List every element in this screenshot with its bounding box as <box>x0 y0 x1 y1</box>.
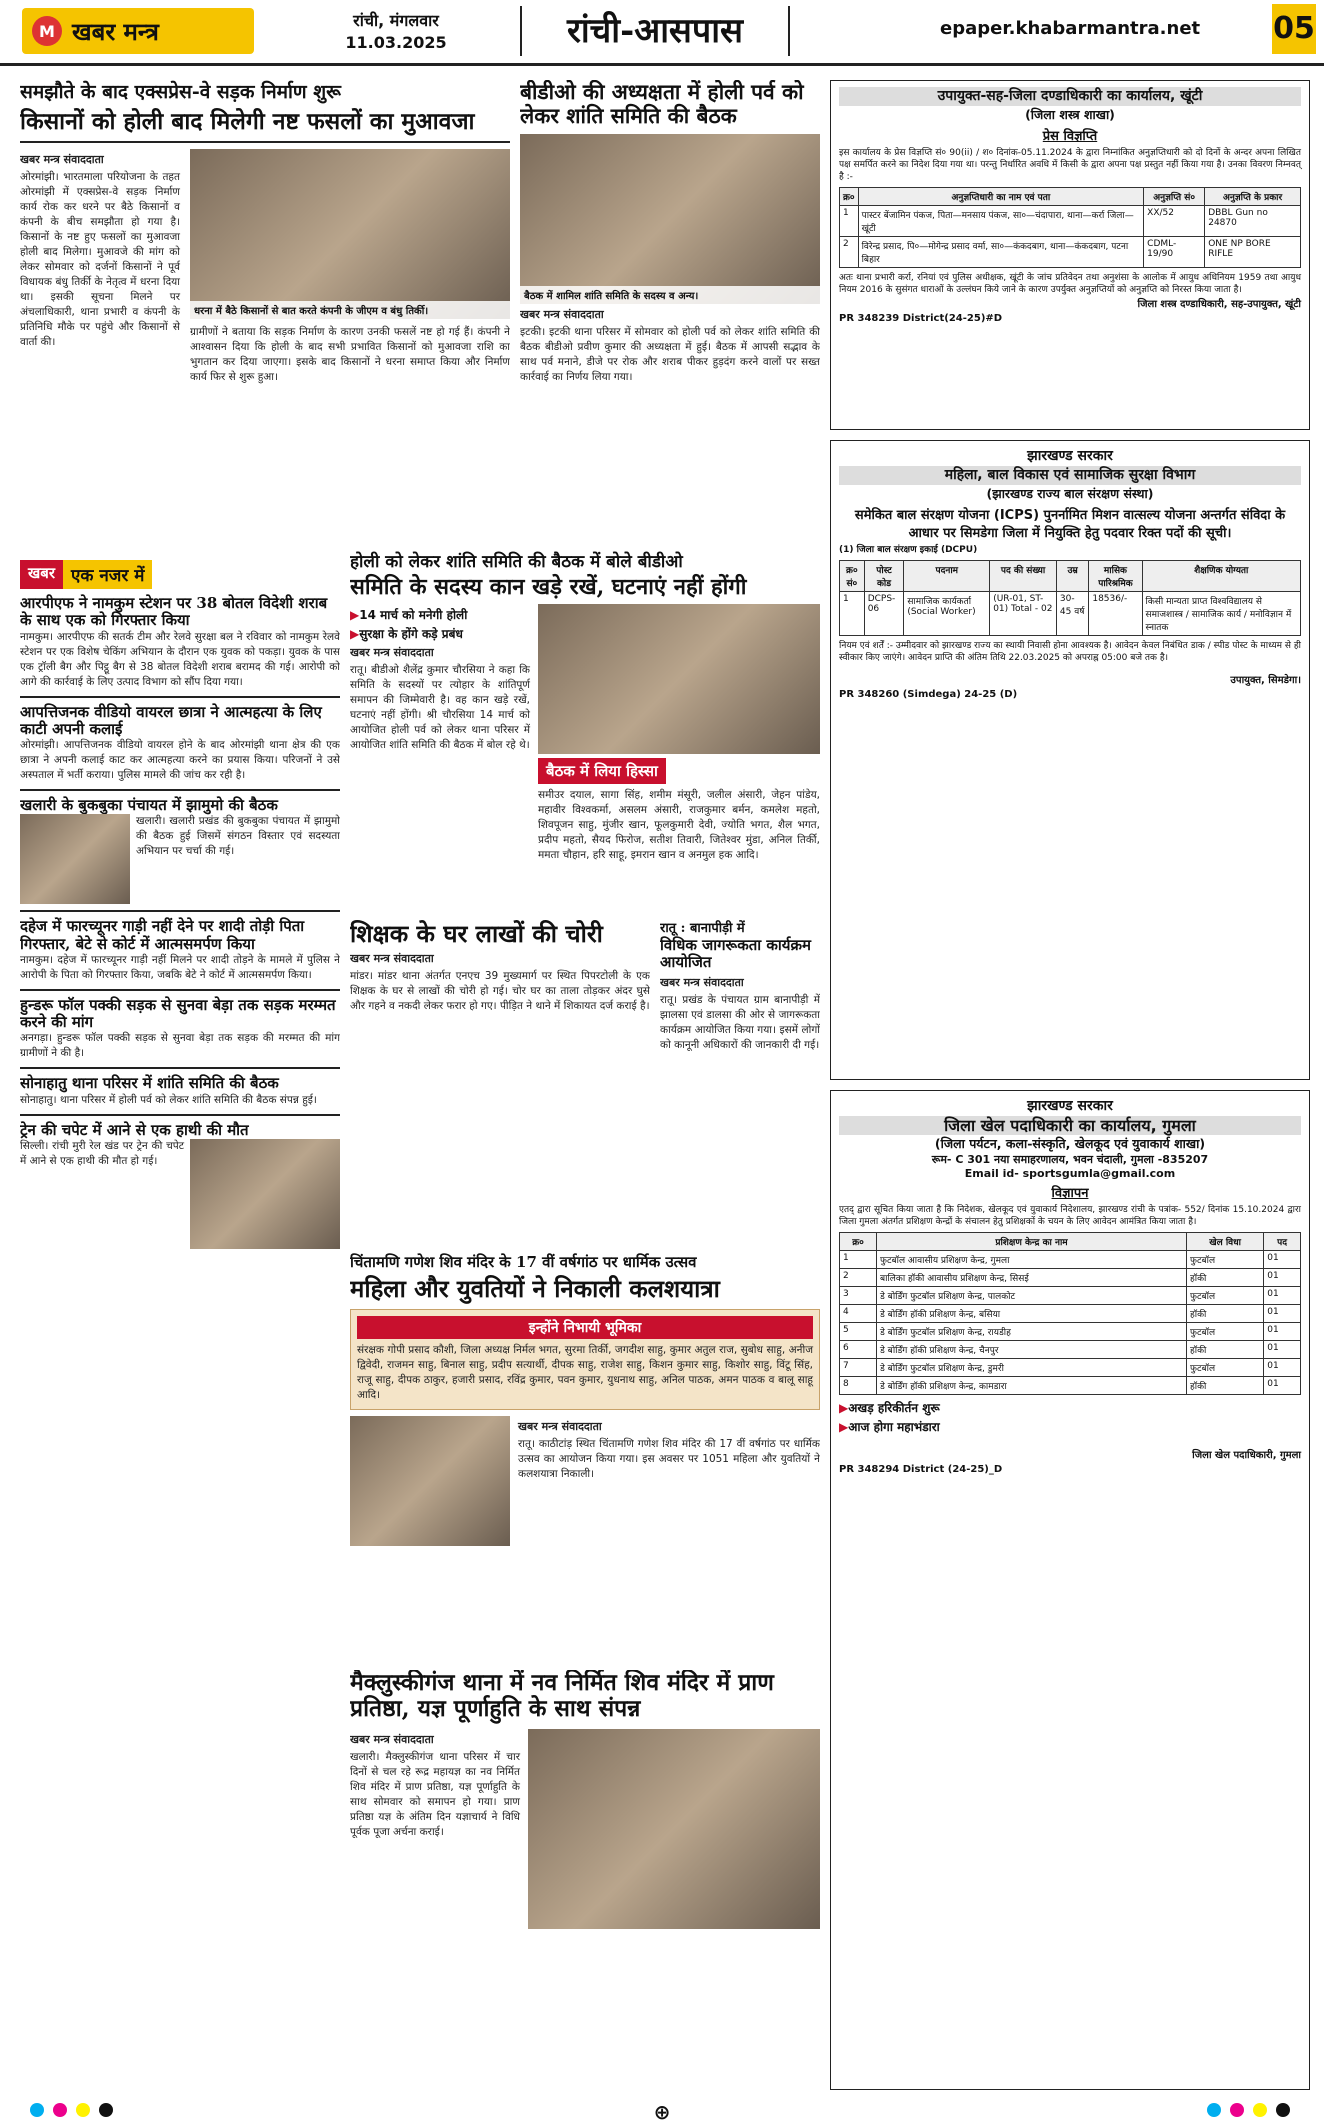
story-ratu-peace-meeting <box>350 550 820 910</box>
notice-table <box>839 560 1301 636</box>
table-cell: सामाजिक कार्यकर्ता (Social Worker) <box>904 592 990 636</box>
story-photo <box>538 604 820 754</box>
table-row <box>840 1341 1301 1359</box>
story-kicker: होली को लेकर शांति समिति की बैठक में बोले बीडीओ <box>350 552 683 572</box>
masthead <box>0 0 1324 66</box>
story-body: खलारी। मैक्लुस्कीगंज थाना परिसर में चार दिनों से चल रहे रूद्र महायज्ञ का नव निर्मित शिव मंदिर में प्राण प्रतिष्ठा, यज्ञ पूर्णाहुति के साथ सोमवार को समापन हो गया। प्राण प्रतिष्ठा यज्ञ के अंतिम दिन यज्ञाचार्य ने विधि पूर्वक पूजा अर्चना कराई। <box>350 1750 520 1838</box>
brief-headline: दहेज में फारच्यूनर गाड़ी नहीं देने पर शादी तोड़ी पिता गिरफ्तार, बेटे से कोर्ट में आत्मसमर्पण किया <box>20 917 305 953</box>
story-headline: महिला और युवतियों ने निकाली कलशयात्रा <box>350 1274 720 1303</box>
brief-headline: आपत्तिजनक वीडियो वायरल छात्रा ने आत्महत्या के लिए काटी अपनी कलाई <box>20 702 322 738</box>
table-cell: 01 <box>1264 1377 1301 1395</box>
table-header: क्र० <box>840 188 859 206</box>
story-photo <box>190 149 510 319</box>
brief-headline: आरपीएफ ने नामकुम स्टेशन पर 38 बोतल विदेशी शराब के साथ एक को गिरफ्तार किया <box>20 594 328 630</box>
brand-name: खबर मन्त्र <box>72 17 159 46</box>
table-cell: 30-45 वर्ष <box>1056 592 1088 636</box>
table-cell: ONE NP BORE RIFLE <box>1205 237 1301 268</box>
notice-subdept: (झारखण्ड राज्य बाल संरक्षण संस्था) <box>986 486 1154 501</box>
table-cell: किसी मान्यता प्राप्त विश्वविद्यालय से समाजशास्त्र / सामाजिक कार्य / मनोविज्ञान में स्नातक <box>1142 592 1300 636</box>
notice-text: एतद् द्वारा सूचित किया जाता है कि निदेशक, खेलकूद एवं युवाकार्य निदेशालय, झारखण्ड रांची के पत्रांक- 552/ दिनांक 15.10.2024 द्वारा जिला गुमला अंतर्गत प्रशिक्षण केन्द्रों के संचालन हेतु प्रशिक्षकों के चयन के लिए आवेदन आमंत्रित किया जाता है। <box>839 1205 1301 1227</box>
brief-photo <box>190 1139 340 1249</box>
brief-body: सिल्ली। रांची मुरी रेल खंड पर ट्रेन की चपेट में आने से एक हाथी की मौत हो गई। <box>20 1139 184 1167</box>
notice-dept: महिला, बाल विकास एवं सामाजिक सुरक्षा विभाग <box>839 466 1301 485</box>
table-cell: डे बोर्डिंग हॉकी प्रशिक्षण केन्द्र, कामडारा <box>877 1377 1187 1395</box>
brief-headline: सोनाहातु थाना परिसर में शांति समिति की बैठक <box>20 1074 279 1093</box>
notice-govt: झारखण्ड सरकार <box>1027 448 1113 464</box>
table-cell: फुटबॉल <box>1187 1287 1264 1305</box>
table-cell: फुटबॉल <box>1187 1359 1264 1377</box>
story-kicker: रातू : बानापीड़ी में <box>660 921 745 936</box>
brief-photo <box>20 814 130 904</box>
ek-nazar-label: एक नजर में <box>63 560 152 589</box>
table-row <box>840 237 1301 268</box>
table-header: पद की संख्या <box>990 561 1057 592</box>
story-body: रातू। बीडीओ शैलेंद्र कुमार चौरसिया ने कहा कि समिति के सदस्यों पर त्योहार के शांतिपूर्ण समापन की जिम्मेवारी है। वह कान खड़े रखें, घटनाएं नहीं होंगी। श्री चौरसिया 14 मार्च को आयोजित होली पर्व को लेकर थाना परिसर में आयोजित शांति समिति की बैठक में बोल रहे थे। <box>350 664 530 752</box>
brand-logo-icon: M <box>32 16 62 46</box>
table-cell: डे बोर्डिंग फुटबॉल प्रशिक्षण केन्द्र, डुमरी <box>877 1359 1187 1377</box>
ek-nazar-column <box>20 560 340 2090</box>
table-cell: 3 <box>840 1287 877 1305</box>
table-row <box>840 1305 1301 1323</box>
notice-signature: जिला खेल पदाधिकारी, गुमला <box>1192 1450 1301 1461</box>
brief-headline: खलारी के बुकबुका पंचायत में झामुमो की बैठक <box>20 796 278 814</box>
story-headline: विधिक जागरूकता कार्यक्रम आयोजित <box>660 936 811 972</box>
table-header: मासिक पारिश्रमिक <box>1089 561 1142 592</box>
section-title: रांची-आसपास <box>520 6 790 56</box>
registration-mark-icon: ⊕ <box>653 2099 671 2124</box>
story-teacher-theft <box>350 920 650 1240</box>
divider <box>20 1114 340 1116</box>
table-cell: हॉकी <box>1187 1269 1264 1287</box>
brief-body: सोनाहातु। थाना परिसर में होली पर्व को लेकर शांति समिति की बैठक संपन्न हुई। <box>20 1093 317 1106</box>
brief-body: नामकुम। आरपीएफ की सतर्क टीम और रेलवे सुरक्षा बल ने रविवार को नामकुम रेलवे स्टेशन पर एक विशेष चेकिंग अभियान के दौरान एक युवक को पकड़ा। युवक के पास एक ट्रॉली बैग और पिट्ठू बैग से 38 बोतल विदेशी शराब बरामद की गई। आरोपी को आगे की कार्रवाई के लिए उत्पाद विभाग को सौंप दिया गया। <box>20 630 340 688</box>
story-photo <box>520 134 820 304</box>
table-cell: 18536/- <box>1089 592 1142 636</box>
table-cell: (UR-01, ST-01) Total - 02 <box>990 592 1057 636</box>
notice-text: इस कार्यालय के प्रेस विज्ञप्ति सं० 90(ii) / श० दिनांक-05.11.2024 के द्वारा निम्नांकित अनुज्ञप्तिधारी को दो दिनों के अन्दर अपना लिखित पक्ष समर्पित करने का निदेश दिया गया था। परन्तु निर्धारित अवधि में किसी के द्वारा अपना पक्ष प्रस्तुत नहीं किया गया है। उनका विवरण निम्नवत् है :- <box>839 148 1301 182</box>
table-header: पद <box>1264 1233 1301 1251</box>
table-cell: हॉकी <box>1187 1305 1264 1323</box>
notice-title: समेकित बाल संरक्षण योजना (ICPS) पुनर्नामित मिशन वात्सल्य योजना अन्तर्गत संविदा के आधार पर सिमडेगा जिला में नियुक्ति हेतु पदवार रिक्त पदों की सूची। <box>854 508 1286 541</box>
table-cell: पास्टर बेंजामिन पंकज, पिता—मनसाय पंकज, सा०—चंदापारा, थाना—कर्रा जिला—खूंटी <box>858 206 1144 237</box>
cyan-dot-icon <box>30 2103 44 2117</box>
table-row <box>840 592 1301 636</box>
black-dot-icon <box>99 2103 113 2117</box>
table-cell: 01 <box>1264 1287 1301 1305</box>
table-row <box>840 1287 1301 1305</box>
divider <box>20 696 340 698</box>
table-header: क्र० सं० <box>840 561 865 592</box>
table-header: अनुज्ञप्ति के प्रकार <box>1205 188 1301 206</box>
table-cell: DBBL Gun no 24870 <box>1205 206 1301 237</box>
table-cell: XX/52 <box>1144 206 1205 237</box>
table-cell: 01 <box>1264 1269 1301 1287</box>
table-cell: 01 <box>1264 1305 1301 1323</box>
table-header: शैक्षणिक योग्यता <box>1142 561 1300 592</box>
notice-pr-number: PR 348239 District(24-25)#D <box>839 313 1003 324</box>
notice-dept: (जिला शस्त्र शाखा) <box>1025 107 1115 122</box>
story-headline: मैक्लुस्कीगंज थाना में नव निर्मित शिव मंदिर में प्राण प्रतिष्ठा, यज्ञ पूर्णाहुति के साथ संपन्न <box>350 1670 774 1723</box>
table-row <box>840 1269 1301 1287</box>
table-header: उम्र <box>1056 561 1088 592</box>
story-headline: किसानों को होली बाद मिलेगी नष्ट फसलों का मुआवजा <box>20 108 475 135</box>
notice-office: जिला खेल पदाधिकारी का कार्यालय, गुमला <box>839 1116 1301 1135</box>
table-cell: 2 <box>840 1269 877 1287</box>
table-cell: DCPS-06 <box>864 592 904 636</box>
story-kicker: समझौते के बाद एक्सप्रेस-वे सड़क निर्माण शुरू <box>20 81 341 103</box>
table-cell: बालिका हॉकी आवासीय प्रशिक्षण केन्द्र, सिसई <box>877 1269 1187 1287</box>
notice-signature: उपायुक्त, सिमडेगा। <box>1230 675 1301 686</box>
table-header: पदनाम <box>904 561 990 592</box>
table-row <box>840 206 1301 237</box>
notice-table <box>839 187 1301 268</box>
divider <box>20 141 510 143</box>
story-farmers-compensation <box>20 80 510 600</box>
mahabhandara-note: ▶ आज होगा महाभंडारा <box>839 1418 1301 1435</box>
story-byline: खबर मन्त्र संवाददाता <box>350 951 434 965</box>
story-headline: शिक्षक के घर लाखों की चोरी <box>350 920 603 948</box>
divider <box>20 910 340 912</box>
divider <box>20 789 340 791</box>
brief-headline: ट्रेन की चपेट में आने से एक हाथी की मौत <box>20 1120 249 1139</box>
table-header: अनुज्ञप्तिधारी का नाम एवं पता <box>858 188 1144 206</box>
story-byline: खबर मन्त्र संवाददाता <box>520 308 604 322</box>
story-byline: खबर मन्त्र संवाददाता <box>20 153 104 167</box>
table-row <box>840 1359 1301 1377</box>
story-body: इटकी। इटकी थाना परिसर में सोमवार को होली पर्व को लेकर शांति समिति की बैठक बीडीओ प्रवीण कुमार की अध्यक्षता में हुई। बैठक में आपसी सद्भाव के साथ पर्व मनाने, डीजे पर रोक और शराब पीकर हुड़दंग करने वालों पर सख्त कार्रवाई का निर्णय लिया गया। <box>520 326 820 384</box>
notice-title: विज्ञापन <box>1051 1186 1089 1201</box>
table-cell: 01 <box>1264 1323 1301 1341</box>
table-cell: डे बोर्डिंग फुटबॉल प्रशिक्षण केन्द्र, रायडीह <box>877 1323 1187 1341</box>
notice-email: Email id- sportsgumla@gmail.com <box>964 1167 1176 1180</box>
brief-headline: हुन्डरू फॉल पक्की सड़क से सुनवा बेड़ा तक सड़क मरम्मत करने की मांग <box>20 995 336 1031</box>
notice-khunti-arms <box>830 80 1310 430</box>
story-bullet: ▶ 14 मार्च को मनेगी होली <box>350 606 530 623</box>
brief-body: खलारी। खलारी प्रखंड की बुकबुका पंचायत में झामुमो की बैठक हुई जिसमें संगठन विस्तार एवं सदस्यता अभियान पर चर्चा की गई। <box>136 815 340 858</box>
table-header: पोस्ट कोड <box>864 561 904 592</box>
table-cell: CDML-19/90 <box>1144 237 1205 268</box>
ek-nazar-tag: खबर <box>20 560 63 589</box>
photo-caption: बैठक में शामिल शांति समिति के सदस्य व अन्य। <box>520 286 820 304</box>
table-row <box>840 1251 1301 1269</box>
table-cell: विरेन्द्र प्रसाद, पि०—मोगेन्द्र प्रसाद वर्मा, सा०—कंकदबाग, थाना—कंकदबाग, पटना बिहार <box>858 237 1144 268</box>
table-header: अनुज्ञप्ति सं० <box>1144 188 1205 206</box>
table-cell: 01 <box>1264 1341 1301 1359</box>
magenta-dot-icon <box>53 2103 67 2117</box>
story-legal-awareness <box>660 920 820 1240</box>
story-mccluskieganj-temple <box>350 1670 820 2090</box>
table-row <box>840 1323 1301 1341</box>
table-cell: 01 <box>1264 1359 1301 1377</box>
cyan-dot-icon <box>1207 2103 1221 2117</box>
yellow-dot-icon <box>1253 2103 1267 2117</box>
page-number: 05 <box>1272 4 1316 54</box>
notice-table <box>839 1232 1301 1395</box>
magenta-dot-icon <box>1230 2103 1244 2117</box>
story-body: मांडर। मांडर थाना अंतर्गत एनएच 39 मुख्यमार्ग पर स्थित पिपरटोली के एक शिक्षक के घर से लाखों की चोरी हो गई। चोर घर का ताला तोड़कर अंदर घुसे और गहने व नकदी लेकर फरार हो गए। पीड़ित ने थाने में शिकायत दर्ज कराई है। <box>350 969 650 1012</box>
table-cell: 1 <box>840 1251 877 1269</box>
brand-box <box>22 8 254 54</box>
brief-body: अनगड़ा। हुन्डरू फॉल पक्की सड़क से सुनवा बेड़ा तक सड़क की मरम्मत की मांग ग्रामीणों ने की है। <box>20 1032 340 1060</box>
black-dot-icon <box>1276 2103 1290 2117</box>
notice-text-2: अतः थाना प्रभारी कर्रा, रनियां एवं पुलिस अधीक्षक, खूंटी के जांच प्रतिवेदन तथा अनुशंसा के आलोक में आयुध अधिनियम 1959 तथा आयुध नियम 2016 के सुसंगत धाराओं के उल्लंघन किये जाने के कारण उपर्युक्त अनुज्ञप्तियों को अनुज्ञप्ति को निरस्त किया जाता है। <box>839 273 1301 295</box>
table-cell: 7 <box>840 1359 877 1377</box>
roles-box-text: संरक्षक गोपी प्रसाद कौशी, जिला अध्यक्ष निर्मल भगत, सुरमा तिर्की, जगदीश साहु, कुमार अतुल राज, सुबोध साहु, अनीज द्विवेदी, राजमन साहु, बिनाल साहु, प्रदीप सत्यार्थी, दीपक साहु, राजेश साहु, किशन कुमार साहु, किशोर साहु, विंटू सिंह, राजू साहु, दीपक ठाकुर, हजारी प्रसाद, रविंद्र कुमार, पवन कुमार, युधनाथ साहु, अनिल पाठक, अमन पाठक व बालू साहू आदि। <box>357 1343 813 1401</box>
notice-pr-number: PR 348260 (Simdega) 24-25 (D) <box>839 689 1018 700</box>
brief-body: नामकुम। दहेज में फारच्यूनर गाड़ी नहीं मिलने पर शादी तोड़ने के मामले में पुलिस ने आरोपी के पिता को गिरफ्तार किया, जबकि बेटे ने कोर्ट में आत्मसमर्पण किया। <box>20 953 340 981</box>
table-cell: फुटबॉल आवासीय प्रशिक्षण केन्द्र, गुमला <box>877 1251 1187 1269</box>
story-byline: खबर मन्त्र संवाददाता <box>518 1419 602 1433</box>
notice-title: प्रेस विज्ञप्ति <box>1042 129 1098 144</box>
photo-caption: धरना में बैठे किसानों से बात करते कंपनी के जीएम व बंधु तिर्की। <box>190 301 510 319</box>
story-body: रातू। काठीटांड़ स्थित चिंतामणि गणेश शिव मंदिर की 17 वीं वर्षगांठ पर धार्मिक उत्सव का आयोजन किया गया। इस अवसर पर 1051 महिला और युवतियों ने कलशयात्रा निकाली। <box>518 1437 820 1480</box>
story-byline: खबर मन्त्र संवाददाता <box>350 646 434 660</box>
story-body: ओरमांझी। भारतमाला परियोजना के तहत ओरमांझी में एक्सप्रेस-वे सड़क निर्माण कार्य रोक कर धरने पर बैठे किसानों व कंपनी के बीच समझौता हो गया है। किसानों के नष्ट हुए फसलों का मुआवजा होली बाद मिलेगा। मुआवजे की मांग को लेकर सोमवार को दर्जनों किसानों ने पूर्व विधायक बंधु तिर्की के नेतृत्व में धरना दिया था। इसकी सूचना मिलने पर अंचलाधिकारी, थाना प्रभारी व कंपनी के प्रतिनिधि मौके पर पहुंचे और किसानों से वार्ता की। <box>20 171 180 349</box>
table-cell: फुटबॉल <box>1187 1251 1264 1269</box>
notice-signature: जिला शस्त्र दण्डाधिकारी, सह-उपायुक्त, खूंटी <box>1137 299 1301 310</box>
masthead-date <box>296 10 496 54</box>
notice-simdega-icps <box>830 440 1310 1080</box>
story-kicker: चिंतामणि गणेश शिव मंदिर के 17 वीं वर्षगांठ पर धार्मिक उत्सव <box>350 1253 697 1271</box>
story-bullet: ▶ सुरक्षा के होंगे कड़े प्रबंध <box>350 625 530 642</box>
notice-govt: झारखण्ड सरकार <box>1027 1098 1113 1114</box>
divider <box>20 1067 340 1069</box>
table-caption: (1) जिला बाल संरक्षण इकाई (DCPU) <box>839 545 978 555</box>
table-row <box>840 1377 1301 1395</box>
masthead-city-day: रांची, मंगलवार <box>353 11 439 30</box>
notice-subdept: (जिला पर्यटन, कला-संस्कृति, खेलकूद एवं युवाकार्य शाखा) <box>934 1136 1206 1151</box>
masthead-date-value: 11.03.2025 <box>345 33 447 52</box>
table-cell: 5 <box>840 1323 877 1341</box>
notice-gumla-sports <box>830 1090 1310 2090</box>
table-cell: 2 <box>840 237 859 268</box>
roles-box-title: इन्होंने निभायी भूमिका <box>357 1316 813 1339</box>
notice-address: रूम- C 301 नया समाहरणालय, भवन चंदाली, गुमला -835207 <box>931 1153 1209 1166</box>
print-registration-bar <box>0 2098 1324 2125</box>
story-itki-peace-meeting <box>520 80 820 540</box>
table-cell: 8 <box>840 1377 877 1395</box>
color-dots-left <box>30 2102 117 2121</box>
table-header: क्र० <box>840 1233 877 1251</box>
table-cell: 6 <box>840 1341 877 1359</box>
color-dots-right <box>1207 2102 1294 2121</box>
story-headline: समिति के सदस्य कान खड़े रखें, घटनाएं नहीं होंगी <box>350 574 747 600</box>
attendee-list: समीउर दयाल, सागा सिंह, शमीम मंसूरी, जलील अंसारी, जेहन पांडेय, महावीर विश्वकर्मा, असलम अंसारी, राजकुमार बर्मन, कमलेश महतो, शिवपूजन साहु, मुंजीर खान, फूलकुमारी देवी, ज्योति भगत, शैल भगत, प्रदीप महतो, सैयद फिरोज, सतीश तिवारी, जितेश्वर मुंडा, अनिल तिर्की, ममता चौहान, हरि साहू, इमरान खान व अनमुल हक आदि। <box>538 789 820 862</box>
table-header: प्रशिक्षण केन्द्र का नाम <box>877 1233 1187 1251</box>
notice-pr-number: PR 348294 District (24-25)_D <box>839 1464 1003 1475</box>
photo-banner: बैठक में लिया हिस्सा <box>538 758 666 784</box>
table-cell: डे बोर्डिंग फुटबॉल प्रशिक्षण केन्द्र, पालकोट <box>877 1287 1187 1305</box>
story-body-continued: ग्रामीणों ने बताया कि सड़क निर्माण के कारण उनकी फसलें नष्ट हो गई हैं। कंपनी ने आश्वासन दिया कि होली के बाद सभी प्रभावित किसानों को मुआवजा राशि का भुगतान कर दिया जाएगा। इसके बाद किसानों ने धरना समाप्त किया और निर्माण कार्य फिर से शुरू हुआ। <box>190 326 510 384</box>
table-cell: 1 <box>840 206 859 237</box>
story-byline: खबर मन्त्र संवाददाता <box>660 975 744 989</box>
brief-body: ओरमांझी। आपत्तिजनक वीडियो वायरल होने के बाद ओरमांझी थाना क्षेत्र की एक छात्रा ने अपनी कलाई काट कर आत्महत्या करने का प्रयास किया। परिजनों ने उसे अस्पताल में भर्ती कराया। पुलिस मामले की जांच कर रही है। <box>20 739 340 781</box>
table-cell: 01 <box>1264 1251 1301 1269</box>
story-headline: बीडीओ की अध्यक्षता में होली पर्व को लेकर शांति समिति की बैठक <box>520 80 804 129</box>
story-byline: खबर मन्त्र संवाददाता <box>350 1732 434 1746</box>
roles-box <box>350 1309 820 1410</box>
yellow-dot-icon <box>76 2103 90 2117</box>
story-photo <box>350 1416 510 1546</box>
table-cell: 1 <box>840 592 865 636</box>
table-cell: फुटबॉल <box>1187 1323 1264 1341</box>
story-body: रातू। प्रखंड के पंचायत ग्राम बानापीड़ी में झालसा एवं डालसा की ओर से जागरूकता कार्यक्रम आयोजित किया गया। इसमें लोगों को कानूनी अधिकारों की जानकारी दी गई। <box>660 993 820 1051</box>
notice-conditions: नियम एवं शर्तें :- उम्मीदवार को झारखण्ड राज्य का स्थायी निवासी होना आवश्यक है। आवेदन केवल निबंधित डाक / स्पीड पोस्ट के माध्यम से ही स्वीकार किए जाएंगे। आवेदन प्राप्ति की अंतिम तिथि 22.03.2025 को अपराह्न 05:00 बजे तक है। <box>839 641 1301 663</box>
table-cell: डे बोर्डिंग हॉकी प्रशिक्षण केन्द्र, चैनपुर <box>877 1341 1187 1359</box>
table-header: खेल विधा <box>1187 1233 1264 1251</box>
divider <box>20 989 340 991</box>
epaper-url[interactable]: epaper.khabarmantra.net <box>940 18 1201 39</box>
table-cell: 4 <box>840 1305 877 1323</box>
table-cell: हॉकी <box>1187 1341 1264 1359</box>
story-photo <box>528 1729 820 1929</box>
story-kalash-yatra <box>350 1250 820 1660</box>
table-cell: डे बोर्डिंग हॉकी प्रशिक्षण केन्द्र, बसिया <box>877 1305 1187 1323</box>
notice-office: उपायुक्त-सह-जिला दण्डाधिकारी का कार्यालय, खूंटी <box>839 87 1301 106</box>
table-cell: हॉकी <box>1187 1377 1264 1395</box>
harikirtan-note: ▶ अखड़ हरिकीर्तन शुरू <box>839 1399 1301 1416</box>
